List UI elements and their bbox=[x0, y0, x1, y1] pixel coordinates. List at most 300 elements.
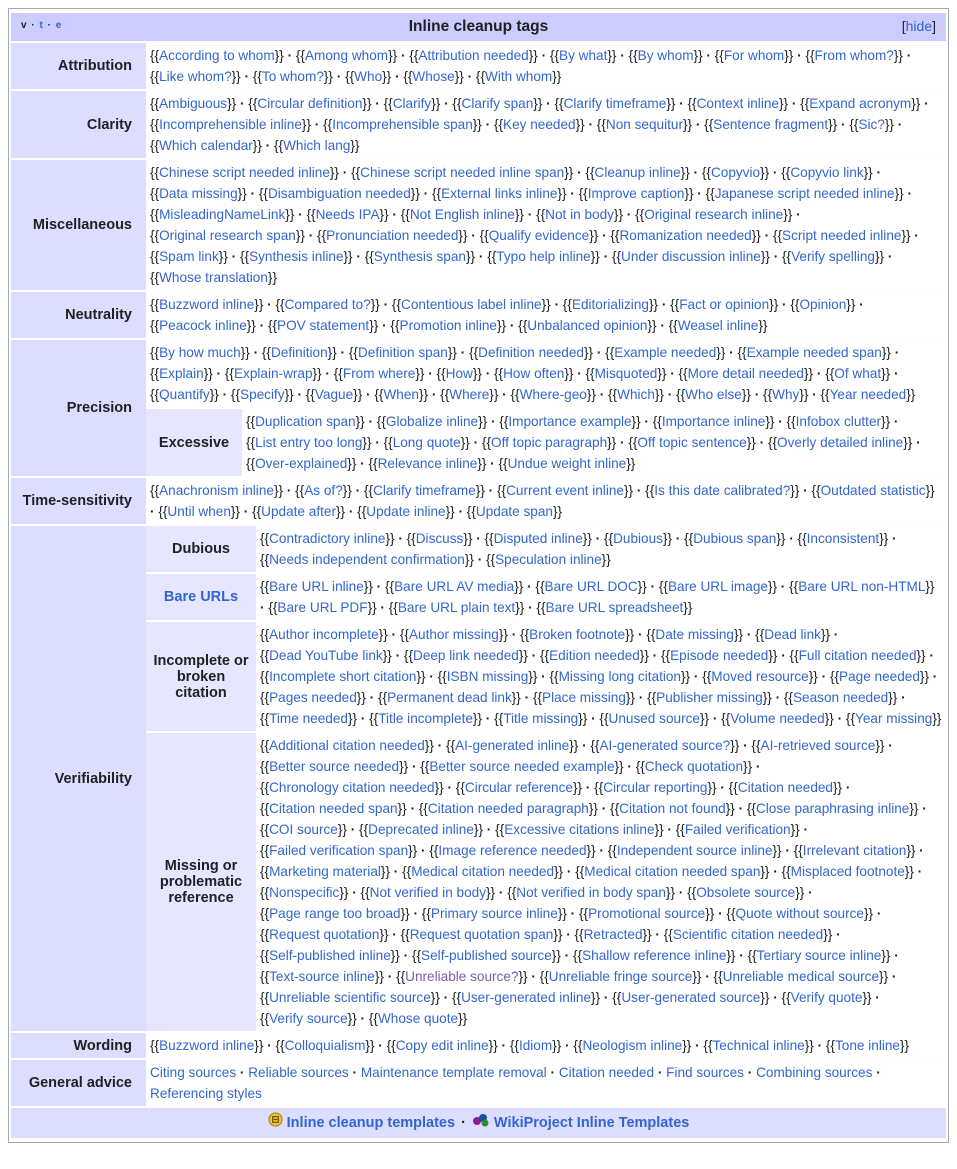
template-link-ai-retrieved-source[interactable]: AI-retrieved source bbox=[760, 738, 876, 753]
template-link-scientific-citation-needed[interactable]: Scientific citation needed bbox=[672, 927, 824, 942]
template-link-off-topic-paragraph[interactable]: Off topic paragraph bbox=[491, 435, 608, 450]
template-link-of-what[interactable]: Of what bbox=[834, 366, 882, 381]
brace-open: {{ bbox=[150, 138, 160, 153]
brace-close: }} bbox=[682, 117, 693, 132]
list-separator: · bbox=[634, 690, 648, 705]
template-link-citation-not-found[interactable]: Citation not found bbox=[619, 801, 726, 816]
template-link-importance-inline[interactable]: Importance inline bbox=[661, 414, 766, 429]
brace-close: }} bbox=[874, 249, 885, 264]
view-template-link[interactable]: v bbox=[21, 20, 28, 31]
advice-link-maintenance-template-removal[interactable]: Maintenance template removal bbox=[360, 1065, 547, 1080]
talk-template-link[interactable]: t bbox=[39, 20, 44, 31]
template-link-pages-needed[interactable]: Pages needed bbox=[269, 690, 357, 705]
wikiproject-icon bbox=[472, 1109, 490, 1137]
template-link-importance-example[interactable]: Importance example bbox=[508, 414, 632, 429]
template-link-bare-url-spreadsheet[interactable]: Bare URL spreadsheet bbox=[545, 600, 684, 615]
template-link-bare-url-pdf[interactable]: Bare URL PDF bbox=[277, 600, 368, 615]
template-link-current-event-inline[interactable]: Current event inline bbox=[506, 483, 624, 498]
template-link-how[interactable]: How bbox=[445, 366, 473, 381]
template-link-definition-needed[interactable]: Definition needed bbox=[478, 345, 584, 360]
template-link-more-detail-needed[interactable]: More detail needed bbox=[687, 366, 804, 381]
template-link-typo-help-inline[interactable]: Typo help inline bbox=[496, 249, 591, 264]
template-link-needs-independent-confirmation[interactable]: Needs independent confirmation bbox=[269, 552, 465, 567]
template-link-independent-source-inline[interactable]: Independent source inline bbox=[616, 843, 773, 858]
template-link-ai-generated-source[interactable]: AI-generated source? bbox=[599, 738, 731, 753]
template-link-request-quotation-span[interactable]: Request quotation span bbox=[409, 927, 554, 942]
template-link-copyvio-link[interactable]: Copyvio link bbox=[790, 165, 864, 180]
template-link-which-lang[interactable]: Which lang bbox=[283, 138, 351, 153]
template-link-deep-link-needed[interactable]: Deep link needed bbox=[413, 648, 519, 663]
template-link-isbn-missing[interactable]: ISBN missing bbox=[446, 669, 529, 684]
template-link-over-explained[interactable]: Over-explained bbox=[255, 456, 348, 471]
template-link-where[interactable]: Where bbox=[449, 387, 490, 402]
template-link-peacock-inline[interactable]: Peacock inline bbox=[159, 318, 247, 333]
list-separator: · bbox=[599, 249, 612, 264]
brace-open: {{ bbox=[421, 906, 431, 921]
template-link-idiom[interactable]: Idiom bbox=[518, 1038, 553, 1053]
template-link-bare-url-plain-text[interactable]: Bare URL plain text bbox=[397, 600, 516, 615]
template-link-incomprehensible-inline[interactable]: Incomprehensible inline bbox=[159, 117, 302, 132]
brace-open: {{ bbox=[728, 780, 738, 795]
brace-open: {{ bbox=[252, 69, 262, 84]
template-link-date-missing[interactable]: Date missing bbox=[655, 627, 734, 642]
template-link-circular-definition[interactable]: Circular definition bbox=[257, 96, 363, 111]
template-link-promotional-source[interactable]: Promotional source bbox=[588, 906, 706, 921]
brace-close: }} bbox=[591, 990, 601, 1005]
template-link-undue-weight-inline[interactable]: Undue weight inline bbox=[507, 456, 627, 471]
template-link-season-needed[interactable]: Season needed bbox=[792, 690, 889, 705]
template-link-update-after[interactable]: Update after bbox=[261, 504, 336, 519]
footer-separator: · bbox=[461, 1115, 466, 1131]
template-item bbox=[260, 552, 474, 567]
template-link-specify[interactable]: Specify bbox=[240, 387, 285, 402]
template-link-as-of[interactable]: As of? bbox=[304, 483, 343, 498]
brace-open: {{ bbox=[610, 801, 620, 816]
template-link-close-paraphrasing-inline[interactable]: Close paraphrasing inline bbox=[755, 801, 910, 816]
template-link-for-whom[interactable]: For whom bbox=[723, 48, 785, 63]
list-separator: · bbox=[634, 627, 647, 642]
template-link-missing-long-citation[interactable]: Missing long citation bbox=[558, 669, 681, 684]
template-link-author-missing[interactable]: Author missing bbox=[408, 627, 499, 642]
template-link-promotion-inline[interactable]: Promotion inline bbox=[399, 318, 497, 333]
template-link-from-where[interactable]: From where bbox=[342, 366, 416, 381]
template-link-key-needed[interactable]: Key needed bbox=[503, 117, 576, 132]
template-link-excessive-citations-inline[interactable]: Excessive citations inline bbox=[504, 822, 655, 837]
template-item bbox=[781, 165, 872, 180]
template-link-technical-inline[interactable]: Technical inline bbox=[712, 1038, 805, 1053]
template-link-marketing-material[interactable]: Marketing material bbox=[269, 864, 381, 879]
template-link-self-published-inline[interactable]: Self-published inline bbox=[269, 948, 391, 963]
template-link-check-quotation[interactable]: Check quotation bbox=[644, 759, 744, 774]
template-link-vague[interactable]: Vague bbox=[314, 387, 354, 402]
template-link-original-research-span[interactable]: Original research span bbox=[159, 228, 296, 243]
template-link-tone-inline[interactable]: Tone inline bbox=[834, 1038, 900, 1053]
template-link-not-verified-in-body-span[interactable]: Not verified in body span bbox=[516, 885, 666, 900]
template-link-page-needed[interactable]: Page needed bbox=[839, 669, 920, 684]
template-link-shallow-reference-inline[interactable]: Shallow reference inline bbox=[582, 948, 727, 963]
advice-link-combining-sources[interactable]: Combining sources bbox=[756, 1065, 873, 1080]
template-link-example-needed[interactable]: Example needed bbox=[614, 345, 717, 360]
template-item bbox=[755, 627, 830, 642]
template-link-additional-citation-needed[interactable]: Additional citation needed bbox=[269, 738, 425, 753]
template-link-bare-url-inline[interactable]: Bare URL inline bbox=[269, 579, 364, 594]
template-link-bare-url-non-html[interactable]: Bare URL non-HTML bbox=[798, 579, 926, 594]
template-link-volume-needed[interactable]: Volume needed bbox=[730, 711, 825, 726]
template-link-quantify[interactable]: Quantify bbox=[159, 387, 210, 402]
template-link-by-how-much[interactable]: By how much bbox=[159, 345, 241, 360]
template-link-chinese-script-needed-inline[interactable]: Chinese script needed inline bbox=[159, 165, 330, 180]
template-link-better-source-needed-example[interactable]: Better source needed example bbox=[429, 759, 615, 774]
template-link-pronunciation-needed[interactable]: Pronunciation needed bbox=[326, 228, 459, 243]
template-link-failed-verification[interactable]: Failed verification bbox=[684, 822, 791, 837]
template-link-opinion[interactable]: Opinion bbox=[799, 297, 847, 312]
template-link-incomplete-short-citation[interactable]: Incomplete short citation bbox=[269, 669, 417, 684]
subgroup-container bbox=[146, 526, 946, 1031]
template-link-expand-acronym[interactable]: Expand acronym bbox=[809, 96, 912, 111]
brace-open: {{ bbox=[747, 948, 757, 963]
template-link-who-else[interactable]: Who else bbox=[685, 387, 742, 402]
template-link-which-calendar[interactable]: Which calendar bbox=[159, 138, 253, 153]
template-link-according-to-whom[interactable]: According to whom bbox=[159, 48, 275, 63]
template-link-circular-reporting[interactable]: Circular reporting bbox=[603, 780, 708, 795]
navbox-title: Inline cleanup tags bbox=[408, 18, 549, 35]
template-link-request-quotation[interactable]: Request quotation bbox=[269, 927, 380, 942]
template-link-under-discussion-inline[interactable]: Under discussion inline bbox=[621, 249, 761, 264]
template-link-bare-url-av-media[interactable]: Bare URL AV media bbox=[394, 579, 515, 594]
template-link-user-generated-inline[interactable]: User-generated inline bbox=[461, 990, 592, 1005]
template-link-chinese-script-needed-inline-span[interactable]: Chinese script needed inline span bbox=[360, 165, 565, 180]
template-link-synthesis-inline[interactable]: Synthesis inline bbox=[249, 249, 344, 264]
template-link-attribution-needed[interactable]: Attribution needed bbox=[418, 48, 529, 63]
template-link-non-sequitur[interactable]: Non sequitur bbox=[605, 117, 683, 132]
advice-link-citation-needed[interactable]: Citation needed bbox=[558, 1065, 655, 1080]
advice-link-reliable-sources[interactable]: Reliable sources bbox=[248, 1065, 349, 1080]
brace-open: {{ bbox=[260, 822, 270, 837]
template-item bbox=[790, 648, 926, 663]
template-link-compared-to[interactable]: Compared to? bbox=[284, 297, 371, 312]
template-link-duplication-span[interactable]: Duplication span bbox=[255, 414, 356, 429]
template-item bbox=[499, 456, 636, 471]
template-link-quote-without-source[interactable]: Quote without source bbox=[735, 906, 864, 921]
template-link-cleanup-inline[interactable]: Cleanup inline bbox=[594, 165, 681, 180]
template-link-like-whom[interactable]: Like whom? bbox=[159, 69, 232, 84]
subgroup-link-bare-urls[interactable]: Bare URLs bbox=[163, 589, 239, 605]
template-link-buzzword-inline[interactable]: Buzzword inline bbox=[159, 1038, 255, 1053]
subgroup-list bbox=[256, 733, 946, 1031]
template-link-year-needed[interactable]: Year needed bbox=[829, 387, 907, 402]
hide-toggle: [hide] bbox=[901, 18, 936, 34]
template-item bbox=[494, 711, 587, 726]
template-link-buzzword-inline[interactable]: Buzzword inline bbox=[159, 297, 255, 312]
template-link-bare-url-doc[interactable]: Bare URL DOC bbox=[544, 579, 638, 594]
template-link-fact-or-opinion[interactable]: Fact or opinion bbox=[679, 297, 770, 312]
template-link-colloquialism[interactable]: Colloquialism bbox=[284, 1038, 366, 1053]
template-link-with-whom[interactable]: With whom bbox=[485, 69, 553, 84]
template-link-list-entry-too-long[interactable]: List entry too long bbox=[255, 435, 363, 450]
advice-link-citing-sources[interactable]: Citing sources bbox=[150, 1065, 237, 1080]
template-link-title-incomplete[interactable]: Title incomplete bbox=[378, 711, 473, 726]
template-link-not-verified-in-body[interactable]: Not verified in body bbox=[369, 885, 487, 900]
template-link-japanese-script-needed-inline[interactable]: Japanese script needed inline bbox=[714, 186, 895, 201]
advice-link-find-sources[interactable]: Find sources bbox=[666, 1065, 744, 1080]
template-link-unreliable-source[interactable]: Unreliable source? bbox=[405, 969, 519, 984]
template-link-is-this-date-calibrated[interactable]: Is this date calibrated? bbox=[654, 483, 791, 498]
brace-close: }} bbox=[746, 435, 756, 450]
template-link-qualify-evidence[interactable]: Qualify evidence bbox=[488, 228, 590, 243]
template-link-user-generated-source[interactable]: User-generated source bbox=[621, 990, 761, 1005]
template-link-spam-link[interactable]: Spam link bbox=[159, 249, 219, 264]
template-link-dead-link[interactable]: Dead link bbox=[764, 627, 821, 642]
template-link-globalize-inline[interactable]: Globalize inline bbox=[385, 414, 479, 429]
navbox-table bbox=[11, 11, 946, 1140]
template-item bbox=[231, 387, 294, 402]
template-link-failed-verification-span[interactable]: Failed verification span bbox=[269, 843, 409, 858]
template-link-pov-statement[interactable]: POV statement bbox=[277, 318, 370, 333]
template-link-example-needed-span[interactable]: Example needed span bbox=[746, 345, 882, 360]
template-link-medical-citation-needed-span[interactable]: Medical citation needed span bbox=[584, 864, 761, 879]
template-link-nonspecific[interactable]: Nonspecific bbox=[269, 885, 340, 900]
template-link-coi-source[interactable]: COI source bbox=[269, 822, 338, 837]
list-separator: · bbox=[837, 117, 850, 132]
template-link-verify-source[interactable]: Verify source bbox=[269, 1011, 348, 1026]
template-item bbox=[401, 207, 524, 222]
template-link-to-whom[interactable]: To whom? bbox=[261, 69, 324, 84]
template-item bbox=[260, 948, 400, 963]
list-separator: · bbox=[769, 165, 782, 180]
template-link-year-missing[interactable]: Year missing bbox=[855, 711, 933, 726]
template-link-off-topic-sentence[interactable]: Off topic sentence bbox=[637, 435, 747, 450]
template-item bbox=[260, 627, 388, 642]
template-link-editorializing[interactable]: Editorializing bbox=[571, 297, 649, 312]
template-link-not-in-body[interactable]: Not in body bbox=[545, 207, 614, 222]
template-link-citation-needed-span[interactable]: Citation needed span bbox=[269, 801, 398, 816]
template-item bbox=[260, 579, 373, 594]
hide-button[interactable]: hide bbox=[905, 18, 933, 34]
template-link-original-research-inline[interactable]: Original research inline bbox=[644, 207, 784, 222]
list-separator: · bbox=[261, 138, 274, 153]
template-link-unused-source[interactable]: Unused source bbox=[608, 711, 700, 726]
template-link-explain[interactable]: Explain bbox=[159, 366, 204, 381]
list-separator: · bbox=[633, 483, 646, 498]
template-link-clarify-timeframe[interactable]: Clarify timeframe bbox=[563, 96, 667, 111]
template-link-needs-ipa[interactable]: Needs IPA bbox=[315, 207, 380, 222]
template-link-page-range-too-broad[interactable]: Page range too broad bbox=[269, 906, 401, 921]
template-link-where-geo[interactable]: Where-geo bbox=[519, 387, 587, 402]
list-separator: · bbox=[321, 366, 334, 381]
template-link-chronology-citation-needed[interactable]: Chronology citation needed bbox=[269, 780, 435, 795]
brace-open: {{ bbox=[475, 69, 485, 84]
template-link-incomprehensible-span[interactable]: Incomprehensible span bbox=[332, 117, 473, 132]
template-link-publisher-missing[interactable]: Publisher missing bbox=[656, 690, 763, 705]
template-link-clarify-span[interactable]: Clarify span bbox=[461, 96, 534, 111]
template-link-how-often[interactable]: How often bbox=[503, 366, 565, 381]
template-link-title-missing[interactable]: Title missing bbox=[503, 711, 579, 726]
brace-open: {{ bbox=[496, 483, 507, 498]
template-link-definition-span[interactable]: Definition span bbox=[357, 345, 448, 360]
template-item bbox=[800, 96, 920, 111]
template-link-improve-caption[interactable]: Improve caption bbox=[587, 186, 685, 201]
list-separator: · bbox=[546, 1065, 559, 1080]
template-link-retracted[interactable]: Retracted bbox=[583, 927, 643, 942]
subgroup-list bbox=[256, 526, 946, 572]
template-link-which[interactable]: Which bbox=[617, 387, 655, 402]
template-link-moved-resource[interactable]: Moved resource bbox=[711, 669, 809, 684]
template-link-disambiguation-needed[interactable]: Disambiguation needed bbox=[267, 186, 411, 201]
template-link-author-incomplete[interactable]: Author incomplete bbox=[269, 627, 379, 642]
template-link-dubious[interactable]: Dubious bbox=[613, 531, 663, 546]
template-link-misleadingnamelink[interactable]: MisleadingNameLink bbox=[159, 207, 286, 222]
template-link-overly-detailed-inline[interactable]: Overly detailed inline bbox=[777, 435, 904, 450]
wikiproject-inline-templates-link[interactable]: WikiProject Inline Templates bbox=[493, 1115, 690, 1131]
template-link-primary-source-inline[interactable]: Primary source inline bbox=[430, 906, 558, 921]
template-link-weasel-inline[interactable]: Weasel inline bbox=[677, 318, 759, 333]
template-link-obsolete-source[interactable]: Obsolete source bbox=[696, 885, 796, 900]
template-link-ai-generated-inline[interactable]: AI-generated inline bbox=[455, 738, 570, 753]
brace-close: }} bbox=[488, 1038, 498, 1053]
list-separator: · bbox=[498, 387, 511, 402]
template-link-romanization-needed[interactable]: Romanization needed bbox=[619, 228, 752, 243]
list-separator: · bbox=[873, 906, 882, 921]
template-link-medical-citation-needed[interactable]: Medical citation needed bbox=[411, 864, 555, 879]
template-link-circular-reference[interactable]: Circular reference bbox=[464, 780, 573, 795]
group-label-verifiability: Verifiability bbox=[11, 526, 146, 1031]
template-link-disputed-inline[interactable]: Disputed inline bbox=[493, 531, 583, 546]
template-link-dead-youtube-link[interactable]: Dead YouTube link bbox=[269, 648, 383, 663]
template-link-by-what[interactable]: By what bbox=[559, 48, 608, 63]
template-link-why[interactable]: Why bbox=[772, 387, 800, 402]
template-link-unreliable-scientific-source[interactable]: Unreliable scientific source bbox=[269, 990, 431, 1005]
template-link-text-source-inline[interactable]: Text-source inline bbox=[269, 969, 375, 984]
list-separator: · bbox=[351, 483, 364, 498]
template-link-better-source-needed[interactable]: Better source needed bbox=[269, 759, 400, 774]
template-link-who[interactable]: Who bbox=[354, 69, 383, 84]
template-link-explain-wrap[interactable]: Explain-wrap bbox=[233, 366, 313, 381]
template-link-long-quote[interactable]: Long quote bbox=[392, 435, 461, 450]
template-link-edition-needed[interactable]: Edition needed bbox=[549, 648, 640, 663]
template-link-update-inline[interactable]: Update inline bbox=[366, 504, 446, 519]
template-link-until-when[interactable]: Until when bbox=[167, 504, 231, 519]
template-link-deprecated-inline[interactable]: Deprecated inline bbox=[368, 822, 474, 837]
template-link-from-whom[interactable]: From whom? bbox=[814, 48, 894, 63]
template-link-contentious-label-inline[interactable]: Contentious label inline bbox=[401, 297, 542, 312]
list-separator: · bbox=[263, 297, 276, 312]
template-link-verify-quote[interactable]: Verify quote bbox=[790, 990, 863, 1005]
template-link-sic[interactable]: Sic? bbox=[858, 117, 885, 132]
cleanup-icon bbox=[268, 1109, 283, 1137]
template-link-misquoted[interactable]: Misquoted bbox=[594, 366, 658, 381]
template-link-sentence-fragment[interactable]: Sentence fragment bbox=[713, 117, 829, 132]
template-link-citation-needed-paragraph[interactable]: Citation needed paragraph bbox=[427, 801, 589, 816]
template-item bbox=[494, 117, 585, 132]
template-link-script-needed-inline[interactable]: Script needed inline bbox=[782, 228, 902, 243]
template-link-relevance-inline[interactable]: Relevance inline bbox=[377, 456, 478, 471]
list-separator: · bbox=[391, 648, 404, 663]
template-link-whose-translation[interactable]: Whose translation bbox=[159, 270, 268, 285]
template-link-verify-spelling[interactable]: Verify spelling bbox=[791, 249, 875, 264]
template-link-bare-url-image[interactable]: Bare URL image bbox=[667, 579, 768, 594]
template-link-unreliable-fringe-source[interactable]: Unreliable fringe source bbox=[548, 969, 693, 984]
template-link-whose-quote[interactable]: Whose quote bbox=[377, 1011, 459, 1026]
brace-close: }} bbox=[541, 297, 551, 312]
template-link-copy-edit-inline[interactable]: Copy edit inline bbox=[395, 1038, 489, 1053]
brace-close: }} bbox=[430, 990, 440, 1005]
list-separator: · bbox=[902, 48, 912, 63]
brace-close: }} bbox=[327, 345, 337, 360]
template-link-contradictory-inline[interactable]: Contradictory inline bbox=[269, 531, 386, 546]
inline-cleanup-templates-link[interactable]: Inline cleanup templates bbox=[286, 1115, 456, 1131]
template-link-anachronism-inline[interactable]: Anachronism inline bbox=[159, 483, 274, 498]
brace-close: }} bbox=[588, 801, 598, 816]
template-link-outdated-statistic[interactable]: Outdated statistic bbox=[820, 483, 926, 498]
template-link-discuss[interactable]: Discuss bbox=[415, 531, 464, 546]
brace-close: }} bbox=[533, 96, 543, 111]
template-link-image-reference-needed[interactable]: Image reference needed bbox=[438, 843, 587, 858]
brace-open: {{ bbox=[781, 864, 791, 879]
list-separator: · bbox=[871, 990, 880, 1005]
template-link-speculation-inline[interactable]: Speculation inline bbox=[495, 552, 602, 567]
brace-open: {{ bbox=[150, 96, 160, 111]
template-link-data-missing[interactable]: Data missing bbox=[159, 186, 238, 201]
brace-open: {{ bbox=[786, 414, 796, 429]
template-link-episode-needed[interactable]: Episode needed bbox=[670, 648, 769, 663]
template-link-infobox-clutter[interactable]: Infobox clutter bbox=[795, 414, 882, 429]
advice-link-referencing-styles[interactable]: Referencing styles bbox=[150, 1086, 262, 1101]
template-link-time-needed[interactable]: Time needed bbox=[269, 711, 348, 726]
template-link-copyvio[interactable]: Copyvio bbox=[710, 165, 761, 180]
template-link-when[interactable]: When bbox=[383, 387, 419, 402]
template-link-full-citation-needed[interactable]: Full citation needed bbox=[798, 648, 917, 663]
template-item bbox=[306, 387, 363, 402]
brace-open: {{ bbox=[323, 117, 333, 132]
template-link-unreliable-medical-source[interactable]: Unreliable medical source bbox=[722, 969, 880, 984]
template-link-by-whom[interactable]: By whom bbox=[637, 48, 694, 63]
template-link-update-span[interactable]: Update span bbox=[475, 504, 553, 519]
template-link-synthesis-span[interactable]: Synthesis span bbox=[373, 249, 466, 264]
template-link-definition[interactable]: Definition bbox=[270, 345, 328, 360]
template-link-unbalanced-opinion[interactable]: Unbalanced opinion bbox=[527, 318, 648, 333]
list-separator: · bbox=[734, 801, 747, 816]
template-link-inconsistent[interactable]: Inconsistent bbox=[806, 531, 880, 546]
template-link-broken-footnote[interactable]: Broken footnote bbox=[529, 627, 626, 642]
brace-close: }} bbox=[790, 822, 800, 837]
template-link-permanent-dead-link[interactable]: Permanent dead link bbox=[387, 690, 512, 705]
template-link-self-published-source[interactable]: Self-published source bbox=[421, 948, 552, 963]
template-link-misplaced-footnote[interactable]: Misplaced footnote bbox=[790, 864, 905, 879]
template-link-not-english-inline[interactable]: Not English inline bbox=[409, 207, 515, 222]
template-link-citation-needed[interactable]: Citation needed bbox=[737, 780, 833, 795]
list-separator: · bbox=[390, 864, 403, 879]
template-link-among-whom[interactable]: Among whom bbox=[304, 48, 389, 63]
group-label-precision: Precision bbox=[11, 340, 146, 476]
template-link-whose[interactable]: Whose bbox=[412, 69, 455, 84]
template-link-external-links-inline[interactable]: External links inline bbox=[441, 186, 558, 201]
list-separator: · bbox=[391, 69, 404, 84]
template-link-tertiary-source-inline[interactable]: Tertiary source inline bbox=[756, 948, 882, 963]
template-link-ambiguous[interactable]: Ambiguous bbox=[159, 96, 228, 111]
brace-open: {{ bbox=[260, 843, 270, 858]
brace-open: {{ bbox=[668, 318, 678, 333]
edit-template-link[interactable]: e bbox=[55, 20, 63, 31]
template-link-dubious-span[interactable]: Dubious span bbox=[693, 531, 777, 546]
brace-open: {{ bbox=[377, 690, 388, 705]
template-link-place-missing[interactable]: Place missing bbox=[542, 690, 626, 705]
template-link-clarify-timeframe[interactable]: Clarify timeframe bbox=[373, 483, 476, 498]
template-link-neologism-inline[interactable]: Neologism inline bbox=[582, 1038, 683, 1053]
template-link-context-inline[interactable]: Context inline bbox=[696, 96, 779, 111]
template-link-irrelevant-citation[interactable]: Irrelevant citation bbox=[802, 843, 907, 858]
brace-close: }} bbox=[397, 801, 407, 816]
template-link-clarify[interactable]: Clarify bbox=[392, 96, 432, 111]
